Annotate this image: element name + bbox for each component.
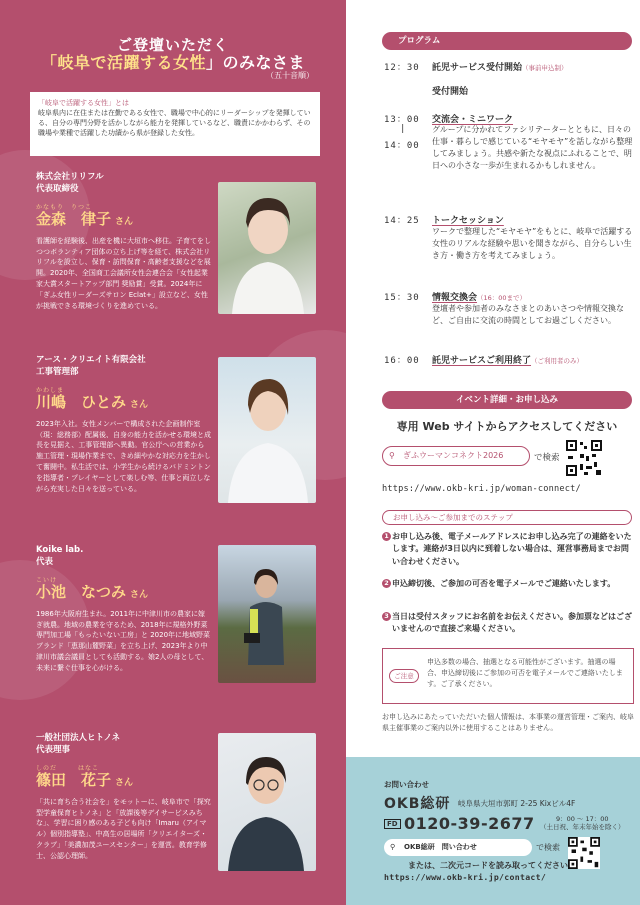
apply-heading: イベント詳細・お申し込み [382,391,632,409]
speaker-photo [218,545,316,683]
contact-label: お問い合わせ [384,780,429,789]
contact-qr-code-icon[interactable] [568,837,600,869]
contact-url[interactable]: https://www.okb-kri.jp/contact/ [384,872,547,882]
search-icon: ⚲ [390,843,396,851]
caution-tag: ご注意 [389,669,419,683]
speaker-card [36,355,316,495]
step-item: 1 お申し込み後、電子メールアドレスにお申し込み完了の連絡をいたします。連絡が3日以内に到着しない場合は、運営事務局までお問い合わせください。 [382,531,634,568]
speaker-photo [218,357,316,503]
speaker-name: 篠田 花子 さん [36,770,134,789]
intro-quote: 「岐阜で活躍する女性」とは [38,99,129,107]
speaker-name: 小池 なつみ さん [36,582,149,601]
contact-org: OKB総研 [384,796,451,812]
intro-body: 岐阜県内に在住または在勤である女性で、職場で中心的にリーダーシップを発揮している、自分の専門分野を活かしながら能力を発揮しているなど、職責にかかわらず、その職場や業種で活躍した功績から県が登録した女性。 [38,109,311,138]
privacy-note: お申し込みにあたっていただいた個人情報は、本事業の運営管理・ご案内、岐阜県主催事業のご案内以外に使用することはありません。 [382,713,634,733]
contact-tel[interactable]: 0120-39-2677 [404,814,535,833]
step-item: 2 申込締切後、ご参加の可否を電子メールでご連絡いたします。 [382,578,634,590]
speaker-ruby: こいけ [36,576,58,584]
speaker-ruby: しのだ はなこ [36,764,100,772]
apply-lead: 専用 Web サイトからアクセスしてください [396,420,618,433]
hero-title-line1: ご登壇いただく [116,36,229,54]
contact-address: 岐阜県大垣市郭町 2-25 Kixビル4F [458,799,576,808]
speaker-org: 株式会社リリフル [36,172,104,182]
speaker-role: 工事管理部 [36,366,79,377]
speaker-name: 川嶋 ひとみ さん [36,392,149,411]
caution-box [382,648,634,704]
search-box[interactable]: ⚲ ぎふウーマンコネクト2026 [382,446,530,466]
speaker-org: アース・クリエイト有限会社 [36,355,146,365]
speaker-role: 代表理事 [36,744,71,755]
hero-title-line2: 「岐阜で活躍する女性」のみなさま [40,53,306,72]
speaker-ruby: かわしま [36,386,65,394]
step-item: 3 当日は受付スタッフにお名前をお伝えください。参加票などはございませんので直接ご来場ください。 [382,611,634,636]
speaker-bio: 2023年入社。女性メンバーで構成された企画制作室（現：総務部）配属後、自身の能力を活かせる環境と成長を見据え、工事管理部へ異動。官公庁への営業から施工管理・現場作業まで、きめ細やかな対応力を生かして奮闘中。私生活では、小学生から続けるバドミントンを指導者・プレイヤーとして楽しむ等、仕事と両立しながら充実した日々を送っている。 [36,419,211,493]
speaker-name: 金森 律子 さん [36,209,134,228]
speaker-card [36,733,316,862]
speaker-org: Koike lab. [36,545,84,555]
caution-text: 申込多数の場合、抽選となる可能性がございます。抽選の場合、申込締切後にご参加の可否を電子メールでご連絡いたします。ご了承ください。 [427,658,623,689]
order-note: （五十音順） [266,71,314,80]
contact-search-box[interactable]: ⚲ OKB総研 問い合わせ [384,839,532,856]
hero-highlight: 岐阜で活躍する女性 [57,53,206,72]
speaker-card [36,545,316,674]
speaker-photo [218,182,316,314]
program-heading: プログラム [382,32,632,50]
event-url[interactable]: https://www.okb-kri.jp/woman-connect/ [382,484,581,494]
speaker-ruby: かなもり りつこ [36,203,93,211]
contact-hours: 9：00 ～ 17：00 （土日祝、年末年始を除く） [540,815,625,832]
steps-heading: お申し込み～ご参加までのステップ [382,510,632,525]
free-dial-icon: FD [384,819,401,829]
speaker-photo [218,733,316,871]
intro-box [30,92,320,156]
contact-qr-note: または、二次元コードを読み取ってください [408,861,568,870]
program-panel: プログラム 12：30 託児サービス受付開始（事前申込制） 受付開始 13：00 交流会・ミニワーク グループに分かれてファシリテーターとともに、日々の仕事・暮らしで感じている“モヤモヤ”を話しながら整理してみましょう。共感や新たな視点にふれることで、明日への小さな一歩が生まれるかもしれません。 | 14：00 14：25 トークセッション ワークで整理した“モヤモヤ”をもとに、岐阜で活躍する女性のリアルな経験や思いを聞きながら、自分らしい生き方・働き方を考えてみましょう。 15：30 情報交換会（16：00まで） 登壇者や参加者のみなさまとのあいさつや情報交換など、ご自由に交流の時間としてお過ごしください。 16：00 託児サービスご利用終了（ご利用者のみ） イベント詳細・お申し込み [346,0,640,905]
speaker-org: 一般社団法人ヒトノネ [36,733,121,743]
speaker-role: 代表取締役 [36,183,79,194]
contact-panel [346,757,640,905]
speaker-role: 代表 [36,556,54,567]
speaker-card [36,172,316,312]
contact-search-suffix: で検索 [536,843,560,852]
speaker-bio: 1986年大阪府生まれ。2011年に中津川市の農家に嫁ぎ就農。地域の農業を守るため、2018年に規格外野菜専門加工場「もったいない工房」と 2020年に地域野菜ブランド「恵那山麓野菜」を立ち上げ、2023年より中津川市議会議員としても活動する。娘2人の母として、未来に繋ぐ仕事を心がける。 [36,609,211,672]
speaker-bio: 看護師を経験後、出産を機に大垣市へ移住。子育てをしつつボランティア団体の立ち上げ等を経て、株式会社リリフルを設立し、保育・訪問保育・高齢者支援などを展開。2020年、全国商工会議所女性会連合会「女性起業家大賞スタートアップ部門 奨励賞」受賞。2024年に「ぎふ女性リーダーズサロン Eclat+」設立など、女性が挑戦できる環境づくりを進めている。 [36,236,211,310]
search-suffix: で検索 [534,453,560,463]
speaker-bio: 「共に育ち合う社会を」をモットーに、岐阜市で「探究型学童保育ヒトノネ」と「放課後等デイサービスみちな」、学習に困り感のある子ども向け「Imaru（アイマル）個別指導塾」、中高生の居場所「クリエイターズ・クラブ」「美濃加茂ユースセンター」を運営。教育学修士、公認心理師。 [36,797,211,860]
qr-code-icon[interactable] [566,440,602,476]
search-icon: ⚲ [389,451,395,460]
